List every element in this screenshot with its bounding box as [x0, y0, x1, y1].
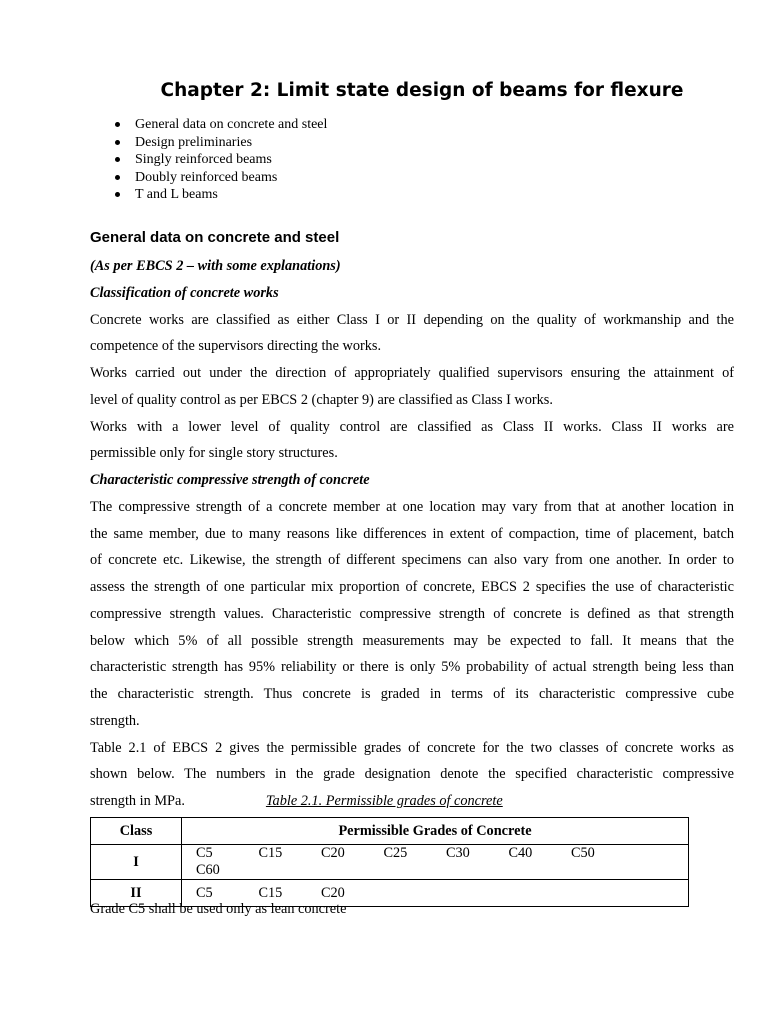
paragraph-line-end: strength in MPa.: [90, 793, 185, 809]
paragraph-line: Works carried out under the direction of appropriately qualified supervisors ensuring the attainment of: [90, 365, 734, 381]
paragraph-line: Works with a lower level of quality control are classified as Class II works. Class II works are: [90, 418, 734, 435]
chapter-title: Chapter 2: Limit state design of beams for flexure: [160, 80, 684, 101]
grade-value: C20: [321, 884, 345, 901]
topic-item: General data on concrete and steel: [112, 116, 327, 134]
grade-value: C25: [383, 845, 408, 861]
paragraph-line: competence of the supervisors directing the works.: [90, 338, 382, 355]
paragraph-line: Table 2.1 of EBCS 2 gives the permissible grades of concrete for the two classes of concrete works as: [90, 739, 734, 756]
paragraph-line: compressive strength values. Characteristic compressive strength of concrete is defined as that strength: [90, 605, 734, 622]
grade-value: C5: [196, 884, 213, 901]
paragraph-line: The compressive strength of a concrete member at one location may vary from that at another location in: [90, 498, 734, 515]
header-grades: Permissible Grades of Concrete: [182, 818, 689, 845]
grade-value: C40: [508, 845, 533, 861]
paragraph-line: level of quality control as per EBCS 2 (chapter 9) are classified as Class I works.: [90, 391, 553, 408]
paragraph-line: below which 5% of all possible strength measurements may be expected to fall. It means that the: [90, 632, 734, 649]
paragraph-line: Concrete works are classified as either Class I or II depending on the quality of workmanship and the: [90, 311, 734, 328]
grade-value: C50: [571, 845, 595, 861]
grade-value: C15: [258, 845, 283, 861]
table-header-row: [91, 818, 689, 845]
paragraph-line: assess the strength of one particular mix proportion of concrete, EBCS 2 specifies the use of characteristic: [90, 579, 734, 595]
table-row: [91, 845, 689, 880]
grade-value: C5: [196, 845, 213, 861]
class-cell: I: [91, 845, 182, 880]
paragraph-line: of concrete etc. Likewise, the strength of different specimens can also vary from one another. In order to: [90, 552, 734, 569]
caption-line: [90, 788, 734, 815]
paragraph-line: strength.: [90, 712, 140, 729]
grades-table: [90, 817, 689, 907]
topic-item: Singly reinforced beams: [112, 151, 327, 169]
topic-list: [112, 116, 327, 204]
paragraph-line: the characteristic strength. Thus concrete is graded in terms of its characteristic compressive cube: [90, 686, 734, 702]
grade-value: C15: [258, 884, 283, 901]
paragraph-line: shown below. The numbers in the grade designation denote the specified characteristic compressive: [90, 766, 734, 783]
paragraph-line: permissible only for single story structures.: [90, 445, 338, 462]
grades-cell: [182, 845, 689, 880]
grade-value: C30: [446, 845, 470, 861]
subheading-strength: Characteristic compressive strength of concrete: [90, 472, 370, 488]
topic-item: Doubly reinforced beams: [112, 169, 327, 187]
table-caption: Table 2.1. Permissible grades of concrete: [265, 793, 503, 809]
grade-value: C60: [196, 862, 220, 878]
header-class: Class: [91, 818, 182, 845]
body-text: [90, 253, 734, 815]
paragraph-line: the same member, due to many reasons like differences in extent of compaction, time of placement, batch: [90, 525, 734, 542]
class-cell: II: [91, 880, 182, 907]
footer-note: Grade C5 shall be used only as lean concrete: [90, 901, 347, 917]
subheading-classification: Classification of concrete works: [90, 284, 279, 301]
topic-item: T and L beams: [112, 186, 327, 204]
topic-item: Design preliminaries: [112, 134, 327, 152]
section-heading: General data on concrete and steel: [90, 229, 340, 246]
subheading-ebcs: (As per EBCS 2 – with some explanations): [90, 258, 341, 274]
paragraph-line: characteristic strength has 95% reliability or there is only 5% probability of actual strength being less than: [90, 659, 734, 676]
grade-value: C20: [321, 845, 345, 861]
